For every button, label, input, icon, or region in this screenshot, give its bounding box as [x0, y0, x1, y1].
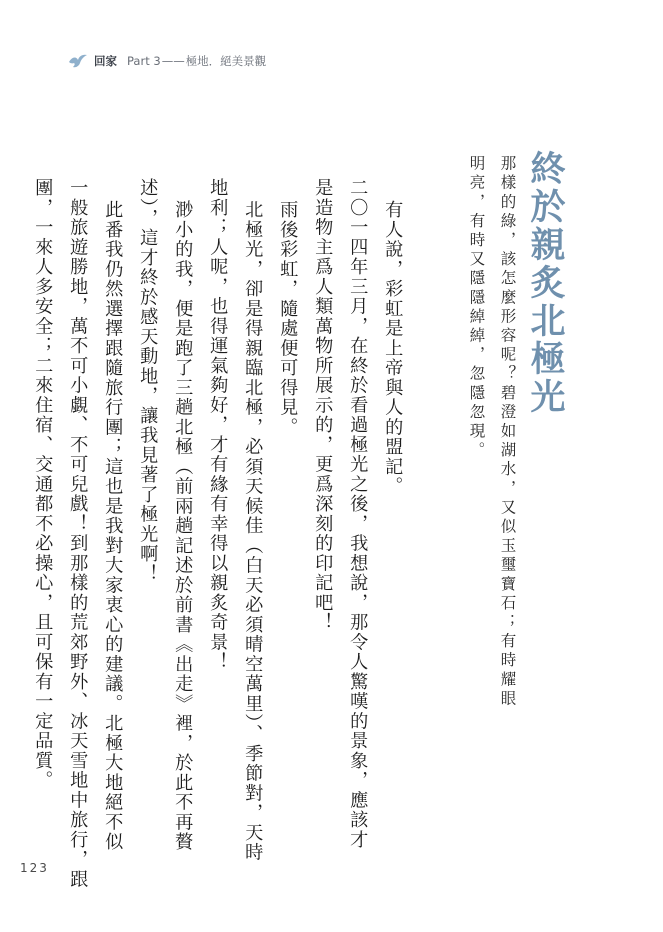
header-separator: ——: [161, 54, 185, 68]
chapter-title: 終於親炙北極光: [525, 150, 566, 416]
body-line: 二〇一四年三月，在終於看過極光之後，我想說，那令人驚嘆的景象，應該才: [347, 178, 369, 850]
body-line: 是造物主爲人類萬物所展示的，更爲深刻的印記吧！: [312, 178, 334, 633]
page-number: 123: [20, 861, 49, 875]
body-line: 雨後彩虹，隨處便可得見。: [277, 200, 299, 437]
chapter-label: 回家: [94, 54, 117, 68]
bird-icon: [68, 53, 88, 69]
body-line: 述），這才終於感天動地，讓我見著了極光啊！: [137, 178, 159, 584]
body-line: 北極光，卻是得親臨北極，必須天候佳（白天必須晴空萬里）、季節對，天時: [242, 200, 264, 863]
section-label: 極地．絕美景觀: [185, 54, 267, 68]
subtitle-line: 明亮，有時又隱隱綽綽，忽隱忽現。: [467, 155, 486, 461]
body-line: 有人說，彩虹是上帝與人的盟記。: [382, 200, 404, 497]
body-line: 此番我仍然選擇跟隨旅行團；這也是我對大家衷心的建議。北極大地絕不似: [102, 200, 124, 852]
body-line: 團，一來人多安全；二來住宿、交通都不必操心，且可保有一定品質。: [32, 178, 54, 791]
part-label: Part 3: [127, 54, 161, 68]
subtitle-line: 那樣的綠，該怎麼形容呢？碧澄如湖水，又似玉璽寶石；有時耀眼: [498, 155, 517, 709]
body-line: 渺小的我，便是跑了三趟北極（前兩趟記述於前書《出走》裡，於此不再贅: [172, 200, 194, 852]
body-line: 地利；人呢，也得運氣夠好，才有緣有幸得以親炙奇景！: [207, 178, 229, 672]
running-header: [68, 51, 266, 71]
body-line: 一般旅遊勝地，萬不可小覷、不可兒戲！到那樣的荒郊野外、冰天雪地中旅行，跟: [67, 178, 89, 889]
